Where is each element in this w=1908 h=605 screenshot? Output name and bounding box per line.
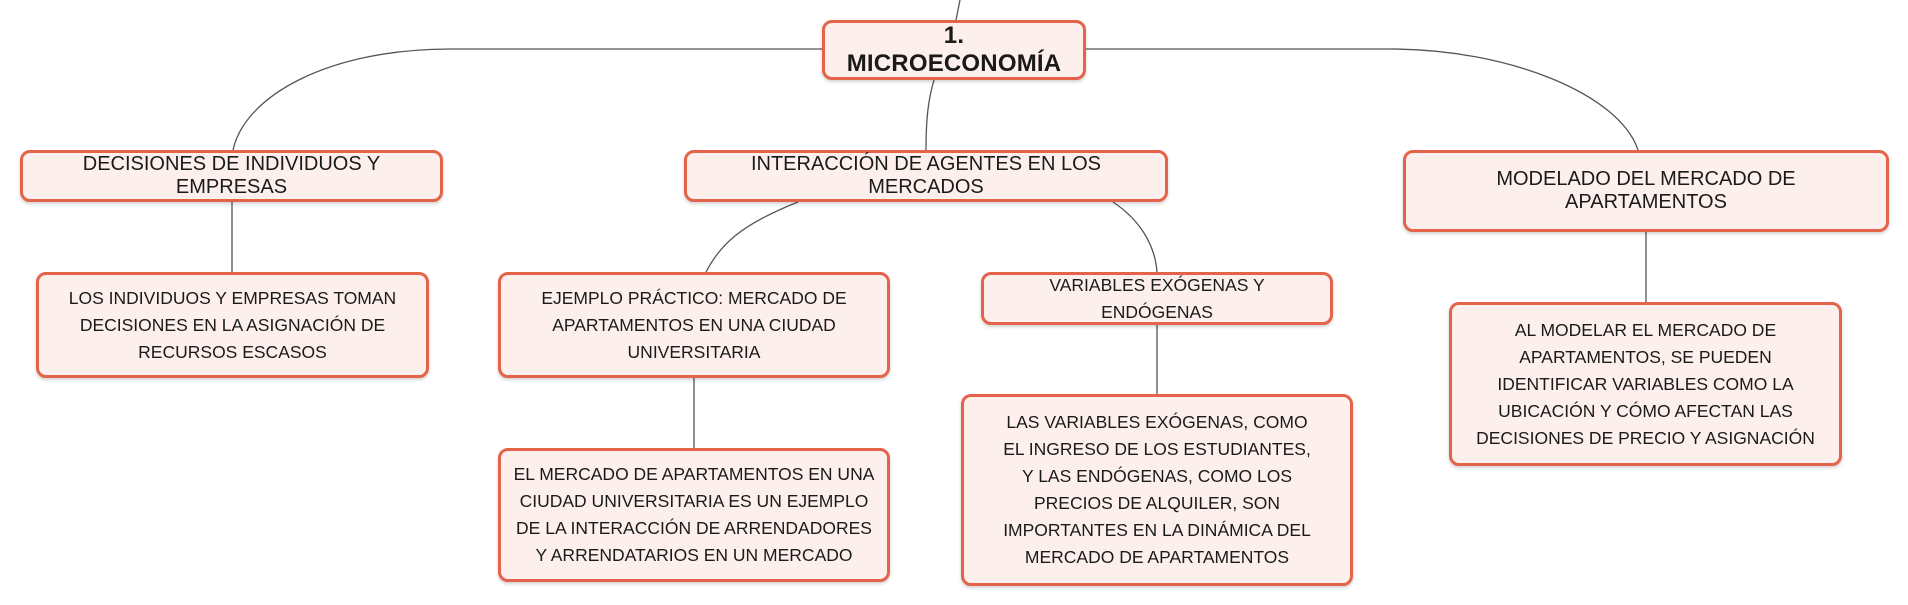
variables-label: VARIABLES EXÓGENAS Y ENDÓGENAS [1049,274,1265,322]
variables-node[interactable] [981,272,1333,325]
variables-child-node[interactable] [961,394,1353,586]
branch-modelado-node[interactable] [1403,150,1889,232]
decisiones-child-node[interactable] [36,272,429,378]
decisiones-child-text: LOS INDIVIDUOS Y EMPRESAS TOMAN DECISIONES EN LA ASIGNACIÓN DE RECURSOS ESCASOS [68,287,397,362]
ejemplo-node[interactable] [498,272,890,378]
branch-modelado-label: MODELADO DEL MERCADO DE APARTAMENTOS [1496,168,1796,213]
connector-interaccion-ejemplo [706,202,798,272]
branch-decisiones-node[interactable] [20,150,443,202]
ejemplo-child-text: EL MERCADO DE APARTAMENTOS EN UNA CIUDAD UNIVERSITARIA ES UN EJEMPLO DE LA INTERACCIÓN DE ARRENDADORES Y ARRENDATARIOS EN UN MERCADO [513,464,875,565]
connector-parent-root [956,0,960,20]
root-node[interactable] [822,20,1086,80]
root-label: 1. MICROECONOMÍA [846,22,1062,77]
ejemplo-child-node[interactable] [498,448,890,582]
connector-interaccion-variables [1113,202,1157,272]
branch-interaccion-label: INTERACCIÓN DE AGENTES EN LOS MERCADOS [750,153,1102,198]
connector-root-decisiones [233,49,822,150]
branch-interaccion-node[interactable] [684,150,1168,202]
variables-child-text: LAS VARIABLES EXÓGENAS, COMO EL INGRESO DE LOS ESTUDIANTES, Y LAS ENDÓGENAS, COMO LOS PRECIOS DE ALQUILER, SON IMPORTANTES EN LA DINÁMICA DEL MERCADO DE APARTAMENTOS [1003,412,1311,567]
modelado-child-text: AL MODELAR EL MERCADO DE APARTAMENTOS, SE PUEDEN IDENTIFICAR VARIABLES COMO LA UBICACIÓN Y CÓMO AFECTAN LAS DECISIONES DE PRECIO Y ASIGNACIÓN [1476,319,1815,448]
ejemplo-label: EJEMPLO PRÁCTICO: MERCADO DE APARTAMENTOS EN UNA CIUDAD UNIVERSITARIA [541,287,847,362]
connector-root-modelado [1086,49,1638,150]
branch-decisiones-label: DECISIONES DE INDIVIDUOS Y EMPRESAS [82,153,381,198]
modelado-child-node[interactable] [1449,302,1842,466]
connector-root-interaccion [926,80,934,150]
